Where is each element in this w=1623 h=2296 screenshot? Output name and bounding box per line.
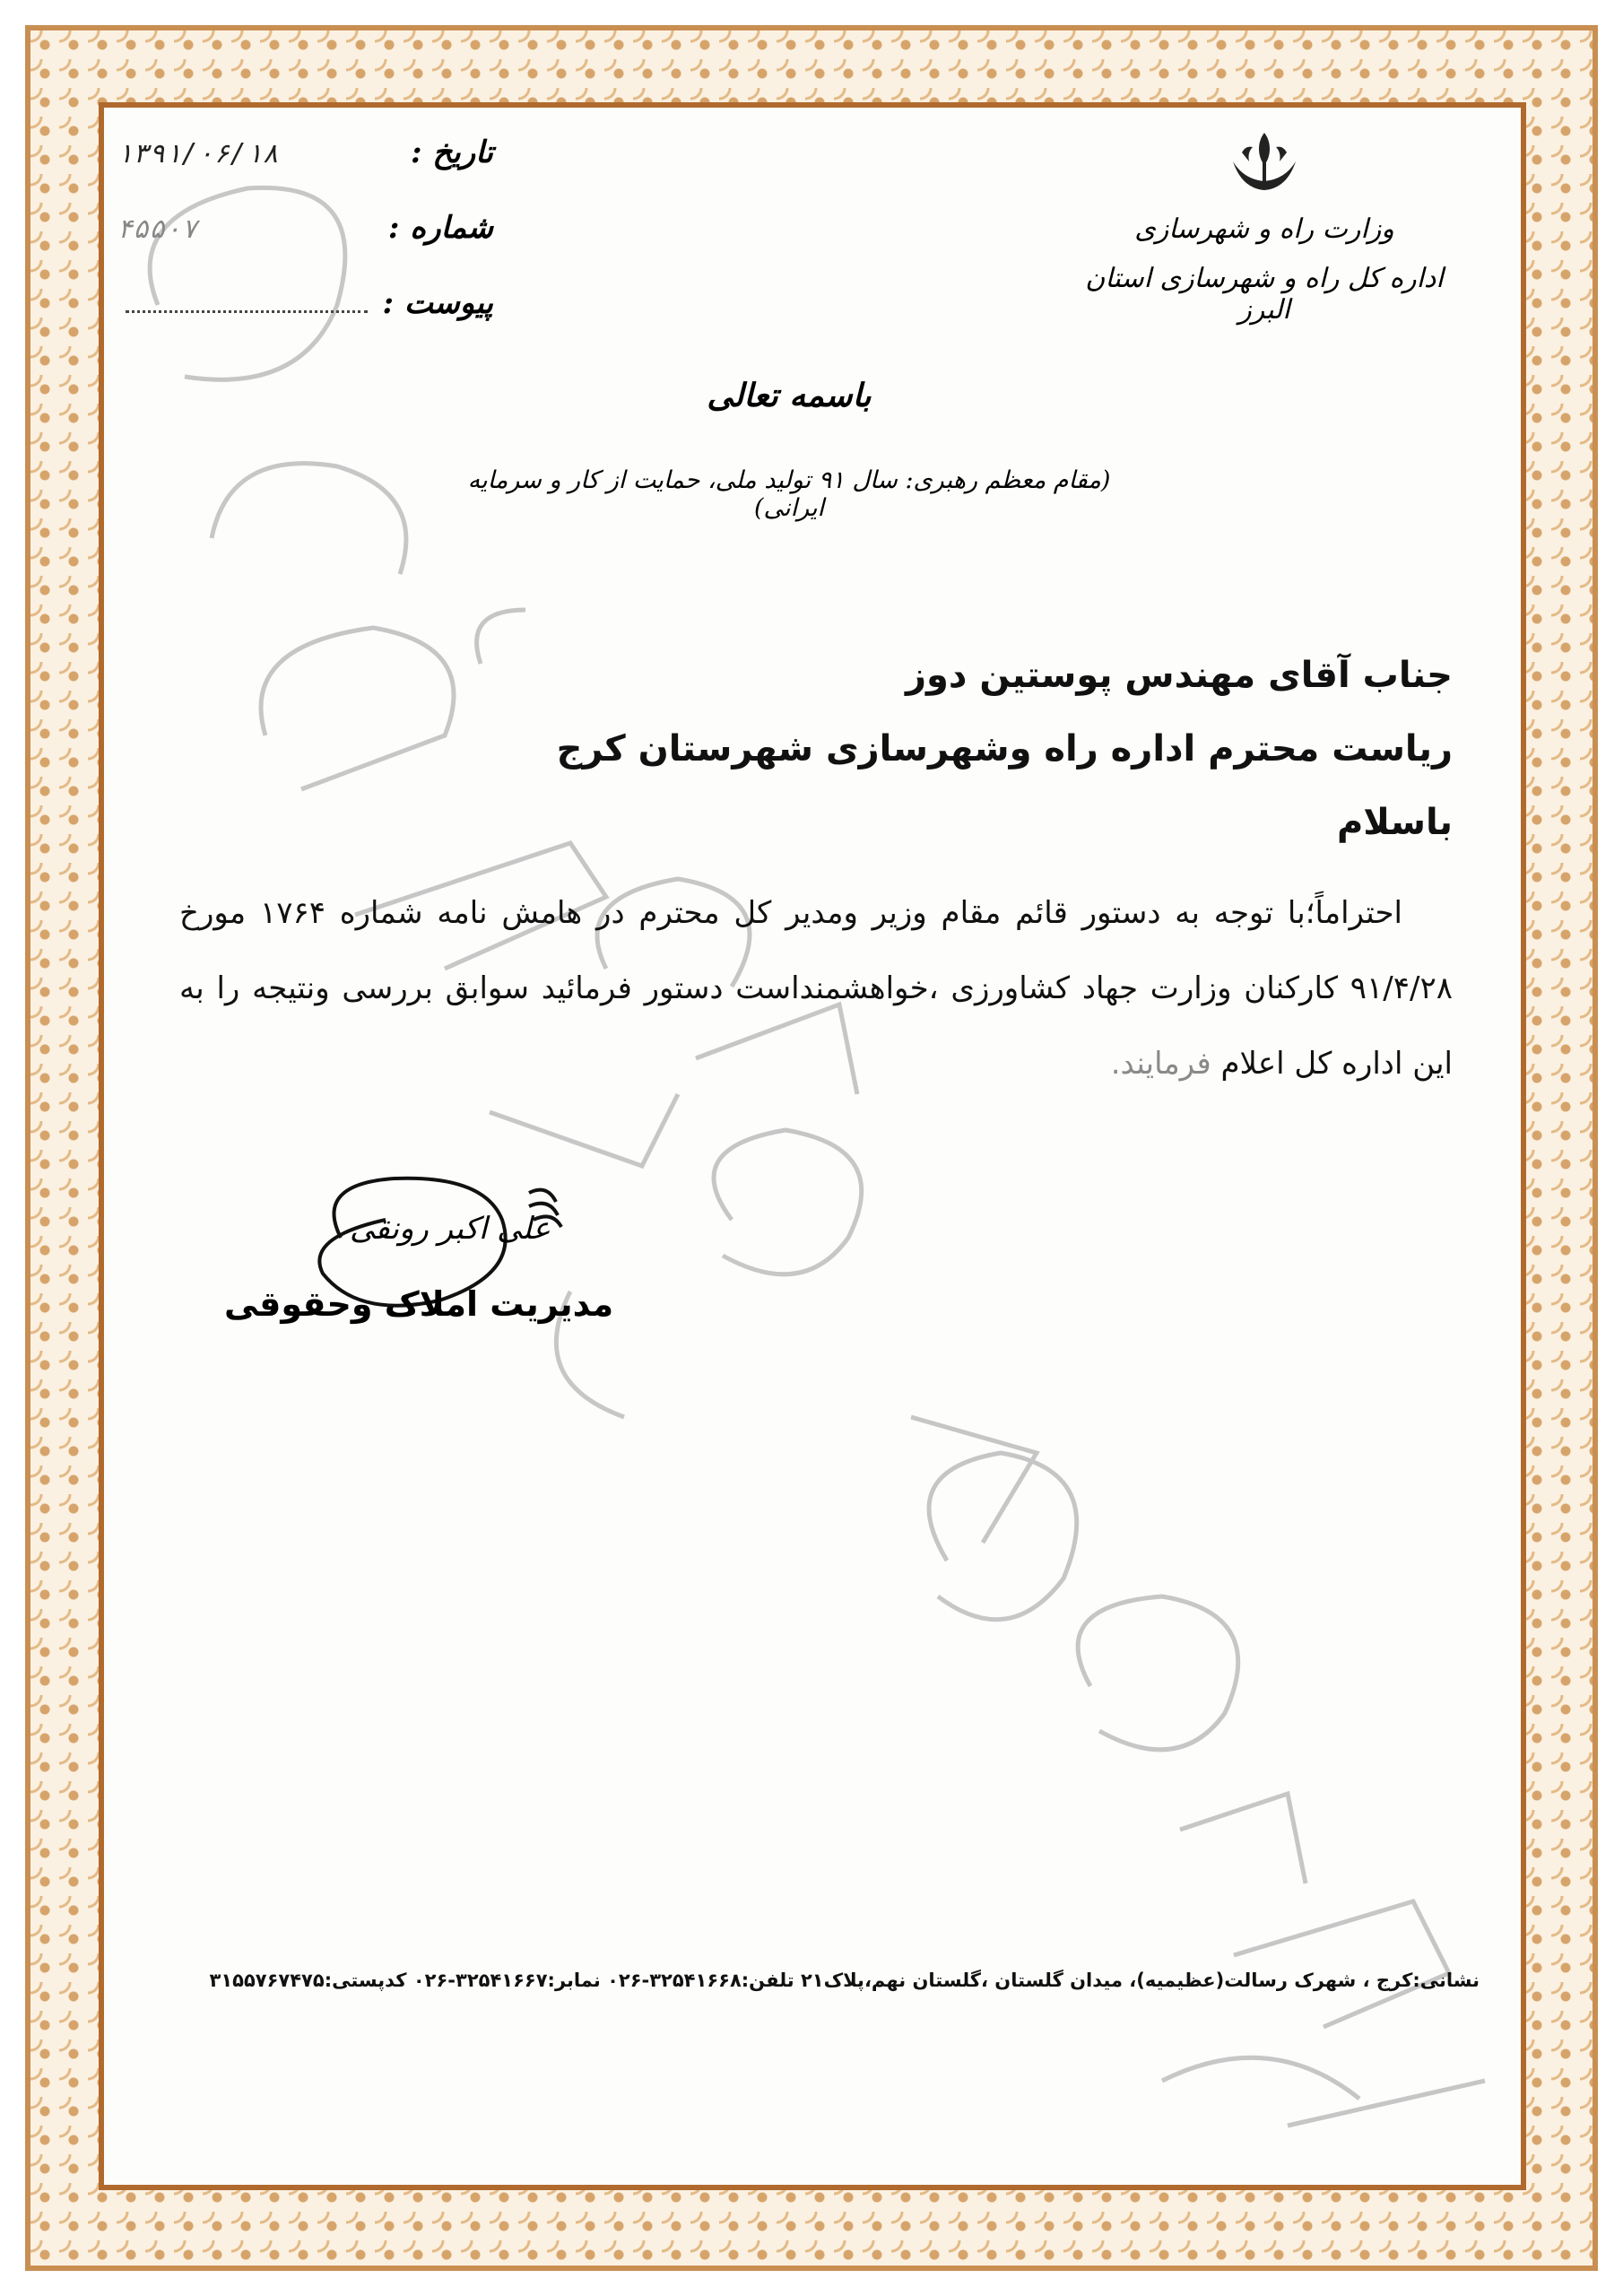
department-name: اداره کل راه و شهرسازی استان البرز (1085, 263, 1444, 326)
number-value: ۴۵۵۰۷ (117, 213, 198, 245)
body-text-end: فرمایند. (1110, 1046, 1211, 1082)
date-value: ۱۳۹۱/۰۶/۱۸ (117, 138, 279, 170)
iran-emblem-icon (1215, 126, 1314, 197)
date-label: تاریخ : (410, 135, 493, 170)
letter-body (179, 655, 1453, 1101)
year-slogan: (مقام معظم رهبری: سال ۹۱ تولید ملی، حمایت از کار و سرمایه ایرانی) (467, 466, 1111, 522)
ministry-name: وزارت راه و شهرسازی (1134, 213, 1394, 245)
number-row (117, 210, 493, 285)
attachment-label: پیوست : (382, 285, 493, 321)
number-label: شماره : (387, 210, 493, 246)
body-text: احتراماً؛با توجه به دستور قائم مقام وزیر ومدیر کل محترم در هامش نامه شماره ۱۷۶۴ مورخ ۹۱/۴/۲۸ کارکنان وزارت جهاد کشاورزی ،خواهشمنداست دستور فرمائید سوابق بررسی ونتیجه را به این اداره کل اعلام (179, 895, 1453, 1082)
letter-paper (104, 108, 1521, 2185)
attachment-row (117, 285, 493, 361)
letterhead (1076, 126, 1453, 326)
bismillah-heading: باسمه تعالی (707, 377, 872, 414)
footer-address: نشانی:کرج ، شهرک رسالت(عظیمیه)، میدان گلستان ،گلستان نهم،پلاک۲۱ تلفن:۳۲۵۴۱۶۶۸-۰۲۶ نمابر:۳۲۵۴۱۶۶۷-۰۲۶ کدپستی:۳۱۵۵۷۶۷۴۷۵ (209, 1970, 1480, 1991)
body-paragraph (179, 875, 1453, 1101)
letter-meta (117, 135, 493, 361)
greeting: باسلام (1336, 802, 1453, 843)
date-row (117, 135, 493, 210)
signatory-title: مدیریت املاک وحقوقی (224, 1284, 614, 1324)
recipient-name: جناب آقای مهندس پوستین دوز (906, 655, 1453, 696)
signatory-name: علی اکبر رونقی (350, 1211, 551, 1247)
attachment-dotted-line (126, 292, 368, 313)
recipient-title: ریاست محترم اداره راه وشهرسازی شهرستان کرج (556, 728, 1453, 770)
